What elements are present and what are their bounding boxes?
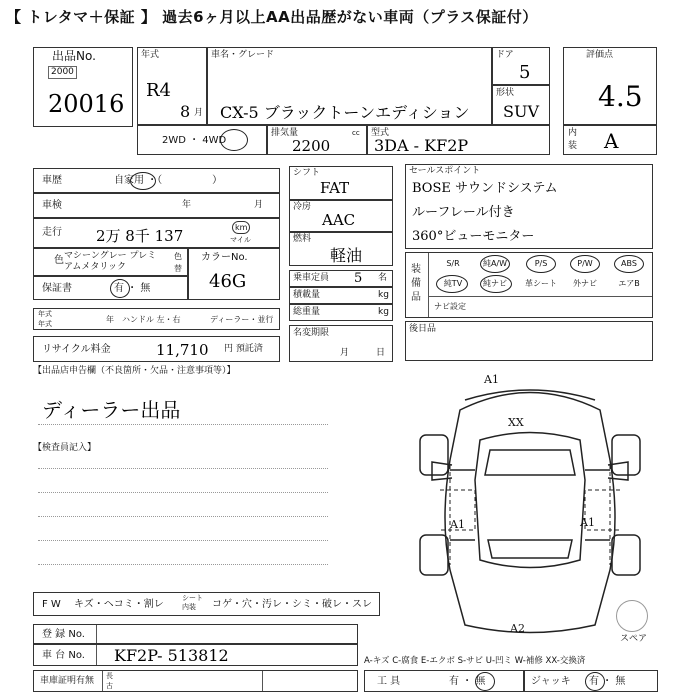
chassis-type-box (367, 125, 550, 155)
later-date-box (405, 321, 653, 361)
equip-aftermarket-navi: 外ナビ (573, 279, 597, 288)
chassis-no-row (33, 644, 358, 666)
equip-airbag: エアB (618, 279, 640, 288)
equipment-label: 装備品 (411, 264, 421, 303)
color-value: マシーングレー プレミアムメタリック (64, 251, 157, 272)
manufacture-dealer: ディーラー・並行 (210, 315, 274, 324)
tools-selected-circle (475, 672, 495, 691)
tools-value: 有 ・ 無 (449, 676, 486, 687)
fw-label: F W (42, 599, 61, 610)
notes-label: 【出品店申告欄（不良箇所・欠品・注意事項等）】 (33, 366, 236, 376)
jack-selected-circle (585, 672, 605, 691)
body-type-value: SUV (503, 102, 539, 121)
equipment-box (405, 252, 653, 318)
color-code-value: 46G (209, 271, 247, 292)
interior-box (563, 125, 657, 155)
interior-label-1: 内 (568, 128, 578, 138)
color-code-label: カラーNo. (201, 252, 248, 263)
recycle-unit: 円 預託済 (224, 344, 263, 354)
equip-ps-circle (526, 255, 556, 273)
name-change-month: 月 (340, 348, 350, 358)
inspector-label: 【検査員記入】 (33, 443, 97, 453)
year-era: R4 (146, 80, 172, 101)
cert-sub-1: 長 (106, 672, 113, 680)
damage-key: A-キズ C-腐食 E-エクボ S-サビ U-凹ミ W-補修 XX-交換済 (364, 656, 586, 666)
chassis-type-value: 3DA - KF2P (374, 136, 469, 155)
mileage-row (33, 218, 280, 248)
sales-points-box (405, 164, 653, 249)
gross-row (289, 304, 393, 321)
inspection-year-unit: 年 (182, 200, 192, 210)
equip-genuine-tv: 純TV (443, 279, 463, 288)
body-type-label: 形状 (496, 88, 515, 98)
manufacture-label-1: 年式 (38, 310, 52, 318)
cert-row (33, 670, 358, 692)
jack-box (524, 670, 658, 692)
jack-label: ジャッキ (531, 676, 571, 687)
history-value: 自家用 ・（ ） (114, 175, 223, 186)
sales-point-2: ルーフレール付き (412, 205, 515, 220)
capacity-row (289, 270, 393, 287)
mileage-unit-km: km (232, 221, 250, 234)
chassis-type-label: 型式 (371, 128, 390, 138)
equip-leather-seat: 革シート (525, 279, 557, 288)
notes-value: ディーラー出品 (42, 398, 181, 422)
color-label: 色 (54, 255, 64, 266)
cert-label: 車庫証明有無 (40, 676, 95, 686)
equip-genuine-aw-circle (480, 255, 510, 273)
page-title: 【 トレタマ＋保証 】 過去6ヶ月以上AA出品歴がない車両（プラス保証付） (6, 8, 538, 26)
year-box (137, 47, 207, 125)
capacity-value: 5 (354, 271, 363, 286)
history-selected-circle (130, 172, 156, 190)
inspection-month-unit: 月 (254, 200, 264, 210)
recycle-value: 11,710 (156, 341, 209, 359)
history-row (33, 168, 280, 193)
shift-value: FAT (320, 179, 350, 197)
mileage-label: 走行 (42, 227, 62, 238)
displacement-box (267, 125, 367, 155)
lot-box (33, 47, 133, 127)
year-label: 年式 (141, 50, 160, 60)
mark-front: A1 (484, 373, 499, 386)
displacement-unit: cc (352, 129, 360, 137)
manufacture-handle: ハンドル 左・右 (122, 315, 181, 324)
doors-label: ドア (496, 50, 514, 60)
mark-rear: A2 (510, 622, 525, 635)
equip-genuine-navi: 純ナビ (483, 279, 507, 288)
manufacture-row (33, 308, 280, 330)
drive-box (137, 125, 267, 155)
sales-point-3: 360°ビューモニター (412, 229, 535, 244)
name-change-box (289, 325, 393, 362)
equip-abs-circle (614, 255, 644, 273)
warranty-label: 保証書 (42, 283, 72, 294)
gross-label: 総重量 (293, 307, 321, 317)
car-damage-diagram (410, 370, 650, 650)
manufacture-label-2: 年式 (38, 320, 52, 328)
interior-label-2: 装 (568, 141, 578, 151)
displacement-label: 排気量 (271, 128, 299, 138)
score-label: 評価点 (586, 50, 614, 60)
model-box (207, 47, 492, 125)
spare-tire-icon (616, 600, 648, 632)
fuel-box (289, 232, 393, 266)
year-month-unit: 月 (194, 108, 204, 118)
jack-value: 有 ・ 無 (589, 676, 626, 687)
load-label: 積載量 (293, 290, 321, 300)
name-change-day: 日 (376, 348, 386, 358)
equip-sunroof: S/R (446, 259, 460, 268)
displacement-value: 2200 (292, 137, 331, 155)
recycle-label: リサイクル料金 (42, 344, 111, 355)
color-code-box (188, 248, 280, 300)
doors-box (492, 47, 550, 85)
seat-items: コゲ・穴・汚レ・シミ・破レ・スレ (212, 599, 372, 610)
gross-unit: kg (378, 307, 389, 317)
score-box (563, 47, 657, 125)
registration-row (33, 624, 358, 644)
shift-box (289, 166, 393, 200)
equip-pw: P/W (577, 259, 593, 268)
aircon-label: 冷房 (293, 202, 312, 212)
cert-sub-2: 古 (106, 682, 113, 690)
navi-setting-label: ナビ設定 (434, 302, 466, 311)
year-month: 8 (180, 102, 191, 121)
fuel-value: 軽油 (330, 246, 363, 265)
fw-items: キズ・ヘコミ・割レ (74, 599, 164, 610)
tools-box (364, 670, 524, 692)
seat-label: シート内装 (182, 594, 203, 611)
body-type-box (492, 85, 550, 125)
mark-left: A1 (450, 518, 465, 531)
later-date-label: 後日品 (409, 324, 437, 334)
mark-bonnet: XX (508, 416, 524, 429)
history-label: 車歴 (42, 175, 62, 186)
registration-label: 登 録 No. (42, 629, 85, 640)
spare-label: スペア (620, 634, 648, 644)
lot-label: 出品No. (52, 49, 96, 63)
equip-genuine-navi-circle (480, 275, 512, 293)
lot-number: 20016 (48, 90, 125, 118)
doors-value: 5 (519, 62, 531, 83)
color-repaint-1: 色 (174, 252, 182, 261)
warranty-row (33, 276, 188, 300)
equip-ps: P/S (534, 259, 548, 268)
interior-value: A (604, 129, 619, 153)
fuel-label: 燃料 (293, 234, 312, 244)
equip-genuine-tv-circle (436, 275, 468, 293)
lot-tag: 2000 (48, 66, 77, 79)
score-value: 4.5 (598, 80, 643, 113)
sales-point-1: BOSE サウンドシステム (412, 181, 558, 196)
load-row (289, 287, 393, 304)
aircon-box (289, 200, 393, 232)
drive-label: 2WD ・ 4WD (162, 135, 227, 146)
sales-points-label: セールスポイント (409, 166, 481, 176)
drive-selected-circle (220, 129, 248, 151)
warranty-value: 有 ・ 無 (114, 283, 151, 294)
mileage-unit-mile: マイル (230, 236, 251, 244)
recycle-row (33, 336, 280, 362)
aircon-value: AAC (322, 211, 356, 229)
tools-label: 工 具 (377, 676, 401, 687)
chassis-no-value: KF2P- 513812 (114, 646, 229, 665)
damage-legend-box (33, 592, 380, 616)
inspection-label: 車検 (42, 200, 62, 211)
shift-label: シフト (293, 168, 321, 178)
chassis-no-label: 車 台 No. (42, 650, 85, 661)
manufacture-year-unit: 年 (106, 315, 114, 324)
capacity-unit: 名 (378, 273, 388, 283)
model-label: 車名・グレード (211, 50, 275, 60)
capacity-label: 乗車定員 (293, 273, 330, 283)
warranty-selected-circle (110, 279, 130, 298)
color-row (33, 248, 188, 276)
mark-right: A1 (580, 516, 595, 529)
mileage-value: 2万 8千 137 (96, 227, 184, 245)
equip-genuine-aw: 純A/W (482, 259, 508, 268)
model-value: CX-5 ブラックトーンエディション (220, 103, 470, 122)
name-change-label: 名変期限 (293, 328, 330, 338)
load-unit: kg (378, 290, 389, 300)
equip-pw-circle (570, 255, 600, 273)
color-repaint-2: 替 (174, 264, 182, 273)
inspection-row (33, 193, 280, 218)
equip-abs: ABS (621, 259, 637, 268)
